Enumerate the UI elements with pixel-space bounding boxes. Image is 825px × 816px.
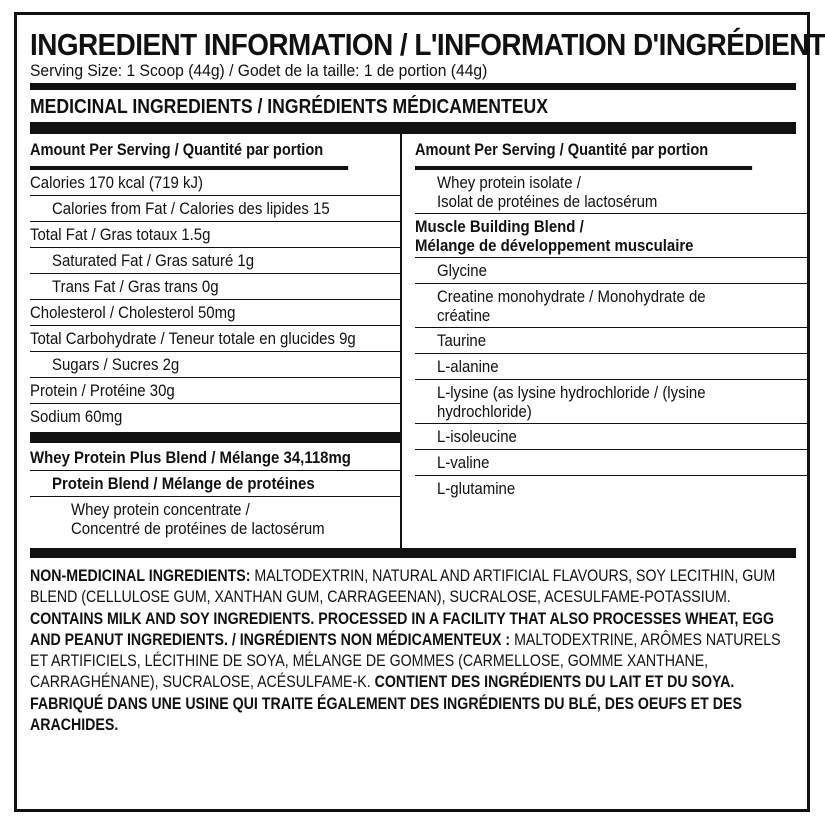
- ingredient-row: L-glutamine: [437, 479, 516, 498]
- nutrient-row: Sugars / Sucres 2g: [30, 352, 400, 378]
- non-medicinal-ingredients: [30, 566, 795, 736]
- label-title: INGREDIENT INFORMATION / L'INFORMATION D'INGRÉDIENT: [30, 27, 825, 62]
- ingredient-row: L-alanine: [415, 354, 807, 380]
- ingredient-row: Glycine: [415, 258, 807, 284]
- non-medicinal-list-fr: MALTODEXTRINE, ARÔMES NATURELS ET ARTIFICIELS, LÉCITHINE DE SOYA, MÉLANGE DE GOMMES (CARMELLOSE, GOMME XANTHANE, CARRAGHÉNANE), SUCRALOSE, ACÉSULFAME-K.: [30, 630, 781, 692]
- ingredient-row: L-valine: [415, 450, 807, 476]
- label-content: [30, 27, 825, 736]
- nutrient-row: Sodium 60mg: [30, 407, 123, 426]
- column-header-right: Amount Per Serving / Quantité par portion: [415, 138, 752, 170]
- whey-concentrate-row: Whey protein concentrate / Concentré de protéines de lactosérum: [71, 500, 325, 538]
- column-header-left: Amount Per Serving / Quantité par portion: [30, 138, 348, 170]
- divider-bar: [30, 432, 400, 443]
- ingredient-label: [14, 12, 825, 812]
- nutrient-row: Protein / Protéine 30g: [30, 378, 400, 404]
- ingredient-row: L-isoleucine: [415, 424, 807, 450]
- nutrient-row: Calories 170 kcal (719 kJ): [30, 170, 400, 196]
- whey-isolate-row: Whey protein isolate / Isolat de protéines de lactosérum: [415, 170, 807, 214]
- nutrient-row: Saturated Fat / Gras saturé 1g: [30, 248, 400, 274]
- allergen-warning-fr: CONTIENT DES INGRÉDIENTS DU LAIT ET DU SOYA. FABRIQUÉ DANS UNE USINE QUI TRAITE ÉGALEMENT DES INGRÉDIENTS DU BLÉ, DES OEUFS ET DES ARACHIDES.: [30, 673, 742, 735]
- whey-blend-row: Whey Protein Plus Blend / Mélange 34,118mg: [30, 443, 400, 471]
- nutrient-row: Total Fat / Gras totaux 1.5g: [30, 222, 400, 248]
- ingredient-row: Creatine monohydrate / Monohydrate de créatine: [415, 284, 807, 328]
- ingredient-row: Taurine: [415, 328, 807, 354]
- left-column: [30, 134, 402, 548]
- allergen-warning: CONTAINS MILK AND SOY INGREDIENTS. PROCESSED IN A FACILITY THAT ALSO PROCESSES WHEAT, EGG AND PEANUT INGREDIENTS. / INGRÉDIENTS NON MÉDICAMENTEUX :: [30, 609, 774, 649]
- divider-bar: [30, 548, 796, 558]
- protein-blend-row: Protein Blend / Mélange de protéines: [30, 471, 400, 497]
- non-medicinal-label: NON-MEDICINAL INGREDIENTS:: [30, 567, 251, 585]
- nutrient-row: Cholesterol / Cholesterol 50mg: [30, 300, 400, 326]
- muscle-blend-row: Muscle Building Blend / Mélange de développement musculaire: [415, 214, 807, 258]
- ingredient-columns: [30, 134, 796, 548]
- nutrient-row: Calories from Fat / Calories des lipides 15: [30, 196, 400, 222]
- medicinal-heading: MEDICINAL INGREDIENTS / INGRÉDIENTS MÉDICAMENTEUX: [30, 96, 548, 118]
- right-column: [402, 134, 807, 548]
- ingredient-row: L-lysine (as lysine hydrochloride / (lysine hydrochloride): [415, 380, 807, 424]
- serving-size: Serving Size: 1 Scoop (44g) / Godet de la taille: 1 de portion (44g): [30, 61, 488, 80]
- nutrient-row: Total Carbohydrate / Teneur totale en glucides 9g: [30, 326, 400, 352]
- non-medicinal-list: MALTODEXTRIN, NATURAL AND ARTIFICIAL FLAVOURS, SOY LECITHIN, GUM BLEND (CELLULOSE GUM, XANTHAN GUM, CARRAGEENAN), SUCRALOSE, ACESULFAME-POTASSIUM.: [30, 567, 776, 607]
- nutrient-row: Trans Fat / Gras trans 0g: [30, 274, 400, 300]
- divider-bar: [30, 122, 796, 134]
- divider-bar: [30, 83, 796, 90]
